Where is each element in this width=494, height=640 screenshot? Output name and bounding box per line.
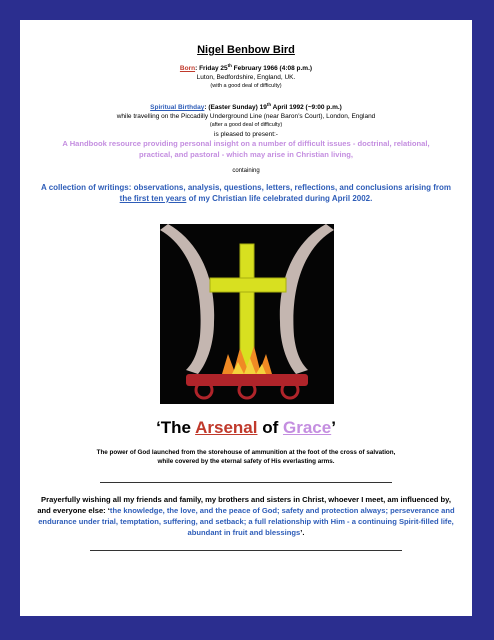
prayer-pre: Prayerfully wishing all my friends and family, my brothers and sisters in Christ, whoever I meet, am influenced by, and everyone else: ‘ [37,495,451,515]
collection-pre: A collection of writings: observations, analysis, questions, letters, reflections, and conclusions arising from [40,183,451,192]
collection-post: of my Christian life celebrated during April 2002. [186,194,373,203]
spiritual-date-post: April 1992 (~9:00 p.m.) [271,104,342,112]
prayer-post: ’. [300,528,305,537]
prayer-blessing: the knowledge, the love, and the peace of God; safety and protection always; perseverance and endurance under trial, temptation, suffering, and setback; a full relationship with Him - a continuing Spirit-filled life, abundant in fruit and blessings [38,506,455,537]
born-date-post: February 1966 (4:08 p.m.) [231,65,313,73]
collection-link-text: the first ten years [119,194,187,203]
containing-label: containing [232,168,260,174]
spiritual-place: while travelling on the Piccadilly Underground Line (near Baron’s Court), London, England [116,113,376,121]
spiritual-birthday-details [20,100,472,139]
artwork-caption: The power of God launched from the storehouse of ammunition at the foot of the cross of salvation, while covered by the eternal safety of His everlasting arms. [96,449,396,465]
spiritual-label: Spiritual Birthday [150,104,205,112]
cross-artwork-image [160,224,334,404]
spiritual-date-pre: : (Easter Sunday) 19 [204,104,267,112]
cross-horizontal-beam [210,278,286,292]
born-label: Born [179,65,196,73]
booklet-title [20,418,472,438]
author-name: Nigel Benbow Bird [197,44,295,56]
birth-details [20,61,472,91]
born-place: Luton, Bedfordshire, England, UK. [196,74,296,82]
spiritual-note: (after a good deal of difficulty) [209,122,283,129]
born-note: (with a good deal of difficulty) [210,83,282,90]
spiritual-date-sup: th [266,102,272,107]
title-open: ‘The [156,418,196,437]
title-word-grace: Grace [282,418,332,437]
title-of: of [257,418,283,437]
divider-line-bottom [90,550,402,551]
handbook-description: A Handbook resource providing personal insight on a number of difficult issues - doctrinal, relational, practical, and pastoral - which may arise in Christian living, [62,139,430,159]
cross-artwork-svg [160,224,334,404]
born-date-pre: : Friday 25 [195,65,228,73]
title-word-arsenal: Arsenal [195,418,258,437]
born-date-sup: th [227,63,232,68]
divider-line-top [100,482,392,483]
document-page [20,20,472,616]
collection-description [34,182,458,204]
prayer-paragraph [36,494,456,538]
cannon-base [186,374,308,386]
spiritual-present: is pleased to present:- [214,131,278,139]
title-close: ’ [331,418,336,437]
